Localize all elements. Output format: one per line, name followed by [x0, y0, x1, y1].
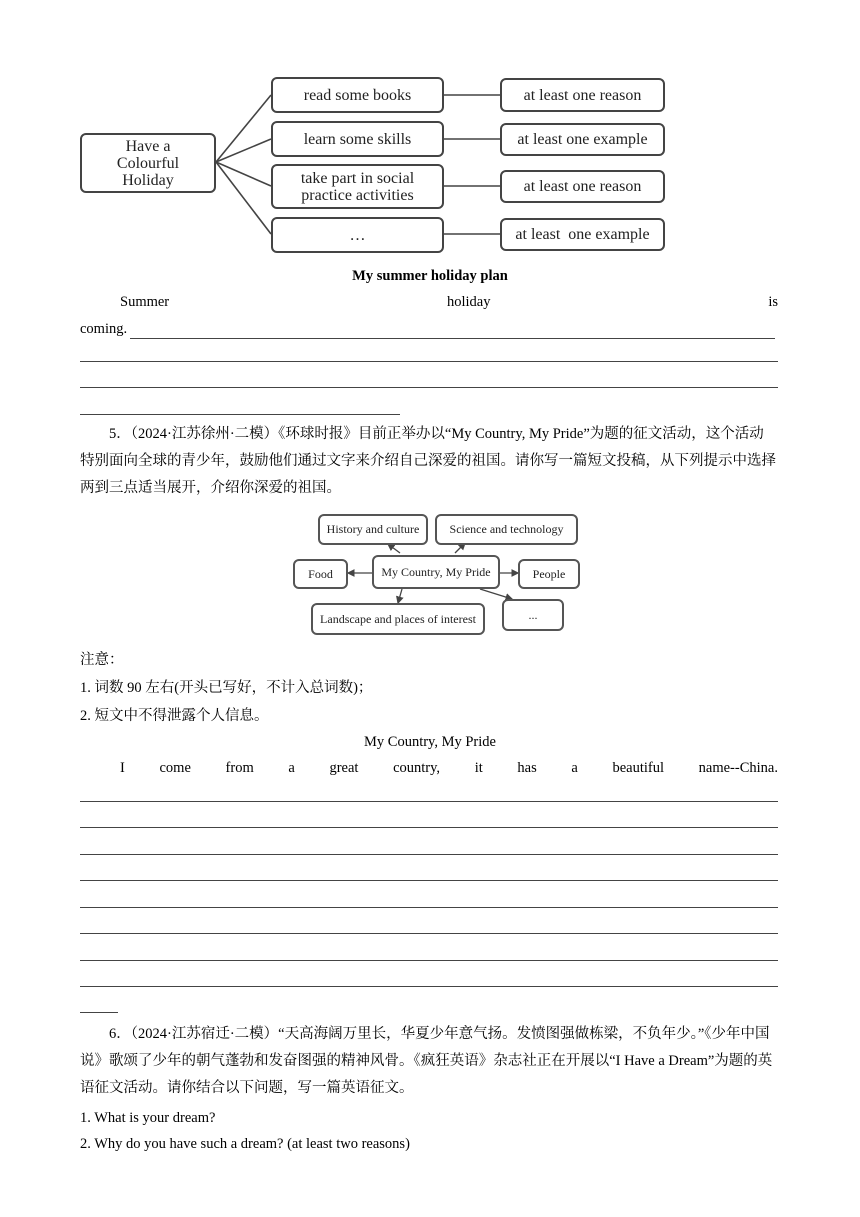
start-word: name--China. — [698, 760, 778, 776]
diagram-science-label: Science and technology — [449, 522, 564, 536]
q4-title: My summer holiday plan — [352, 268, 508, 284]
diagram-landscape-box — [311, 603, 485, 635]
start-word: from — [225, 760, 254, 776]
q5-intro: 5．（2024·江苏徐州·二模）《环球时报》目前正举办以“My Country, My Pride”为题的征文活动，这个活动特别面向全球的青少年，鼓励他们通过文字来介绍自己深爱的祖国。请你写一篇短文投稿，从下列提示中选择两到三点适当展开，介绍你深爱的祖国。 — [80, 426, 776, 496]
detail-label: at least one example — [517, 131, 648, 148]
start-word: come — [159, 760, 191, 776]
note-item-2: 2. 短文中不得泄露个人信息。 — [80, 708, 269, 724]
answer-line — [130, 338, 775, 339]
answer-line — [80, 801, 778, 802]
q4-start-end: coming. — [80, 321, 128, 337]
diagram-science-box — [435, 514, 578, 545]
start-word: a — [571, 760, 578, 776]
diagram-more-box — [502, 599, 564, 631]
answer-line — [80, 414, 400, 415]
branch-box-4 — [271, 217, 444, 253]
answer-line — [80, 854, 778, 855]
detail-box-2 — [500, 123, 665, 156]
essay-title: My Country, My Pride — [364, 734, 496, 750]
diagram-center-box — [80, 133, 216, 193]
answer-line — [80, 1012, 118, 1013]
answer-line — [80, 361, 778, 362]
diagram-food-box — [293, 559, 348, 589]
answer-line — [80, 933, 778, 934]
detail-label: at least one example — [515, 226, 650, 243]
q6-intro: 6．（2024·江苏宿迁·二模）“天高海阔万里长，华夏少年意气扬。发愤图强做栋梁，不负年少。”《少年中国说》歌颂了少年的朝气蓬勃和发奋图强的精神风骨。《疯狂英语》杂志社正在开展以“I Have a Dream”为题的英语征文活动。请你结合以下问题，写一篇英语征文。 — [80, 1026, 773, 1096]
diagram-center-box — [372, 555, 500, 589]
answer-line — [80, 387, 778, 388]
branch-box-1 — [271, 77, 444, 113]
q6-question-2: 2. Why do you have such a dream? (at least two reasons) — [80, 1136, 410, 1152]
detail-box-3 — [500, 170, 665, 203]
answer-line — [80, 986, 778, 987]
start-word: has — [517, 760, 537, 776]
holiday-diagram — [0, 0, 860, 260]
diagram-center-label: My Country, My Pride — [381, 564, 491, 579]
detail-label: at least one reason — [523, 178, 642, 195]
start-word: I — [120, 760, 125, 776]
q5-start-line — [120, 760, 778, 777]
start-word: country, — [393, 760, 441, 776]
branch-label: read some books — [303, 86, 412, 104]
diagram-food-label: Food — [308, 566, 333, 581]
detail-box-1 — [500, 78, 665, 112]
start-word: great — [329, 760, 359, 776]
diagram-history-label: History and culture — [326, 522, 420, 536]
start-word: Summer — [120, 294, 170, 310]
q6-question-1: 1. What is your dream? — [80, 1110, 216, 1126]
branch-label: … — [349, 226, 366, 244]
diagram-more-label: ... — [528, 607, 538, 622]
branch-label: learn some skills — [303, 130, 412, 148]
detail-box-4 — [500, 218, 665, 251]
answer-line — [80, 880, 778, 881]
branch-box-2 — [271, 121, 444, 157]
start-word: beautiful — [612, 760, 664, 776]
answer-line — [80, 907, 778, 908]
note-item-1: 1. 词数 90 左右(开头已写好，不计入总词数)； — [80, 680, 373, 696]
diagram-people-box — [518, 559, 580, 589]
diagram-people-label: People — [532, 566, 566, 581]
start-word: a — [288, 760, 295, 776]
start-word: holiday — [446, 294, 491, 310]
detail-label: at least one reason — [523, 86, 642, 104]
country-diagram — [0, 505, 860, 640]
start-word: is — [768, 294, 778, 310]
answer-line — [80, 827, 778, 828]
answer-line — [80, 960, 778, 961]
branch-box-3 — [271, 164, 444, 209]
diagram-landscape-label: Landscape and places of interest — [320, 611, 476, 626]
branch-label: take part in social practice activities — [300, 169, 415, 204]
diagram-center-label: Have a Colourful Holiday — [116, 137, 180, 189]
start-word: it — [474, 760, 483, 776]
note-title: 注意： — [80, 652, 124, 668]
q4-start-line — [120, 294, 778, 311]
diagram-history-box — [318, 514, 428, 545]
